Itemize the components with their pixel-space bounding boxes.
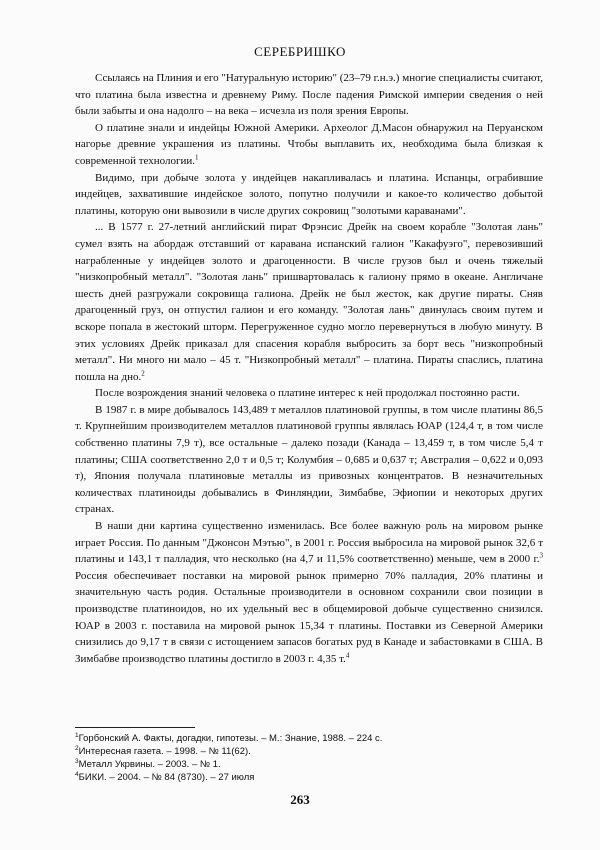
running-head: СЕРЕБРИШКО	[254, 44, 346, 59]
footnote-reference: 2	[141, 369, 145, 378]
paragraph: ... В 1577 г. 27-летний английский пират Фрэнсис Дрейк на своем корабле "Золотая лань" сумел взять на абордаж отставший от каравана испанский галион "Какафуэго", перевозивший награбленные у индейцев золото и драгоценности. В числе грузов был и очень тяжелый "низкопробный металл". "Золотая лань" пришвартовалась к галиону прямо в океане. Англичане шесть дней разгружали сокровища галиона. Дрейк не был жесток, как другие пираты. Сняв драгоценный груз, он отпустил галион и его команду. "Золотая лань" двинулась своим путем и вскоре попала в жестокий шторм. Перегруженное судно могло перевернуться в любую минуту. В этих условиях Дрейк приказал для спасения корабля выбросить за борт весь "низкопробный металл". Ни много ни мало – 45 т. "Низкопробный металл" – платина. Пираты спаслись, платина пошла на дно.$^2$	[75, 221, 543, 383]
footnote-reference: 3	[539, 551, 543, 560]
paragraph: Видимо, при добыче золота у индейцев накапливалась и платина. Испанцы, ограбившие индейцев, захватившие индейское золото, попутно получили и какое-то количество добытой платины, которую они вывозили в числе других сокровищ "золотыми караванами".	[75, 171, 543, 217]
footnote-reference: 1	[195, 153, 199, 162]
paragraph: Ссылаясь на Плиния и его "Натуральную историю" (23–79 г.н.э.) многие специалисты считают, что платина была известна и древнему Риму. После падения Римской империи сведения о ней были забыты и она надолго – на века – исчезла из поля зрения Европы.	[75, 72, 543, 118]
footnotes	[75, 732, 545, 784]
paragraph: О платине знали и индейцы Южной Америки. Археолог Д.Масон обнаружил на Перуанском нагорье древние украшения из платины. Чтобы выплавить их, необходима была близкая к современной технологии.$^1$	[75, 121, 543, 167]
footnote: $^1$Горбонский А. Факты, догадки, гипотезы. – М.: Знание, 1988. – 224 с.	[75, 731, 383, 744]
footnote-reference: 4	[345, 651, 350, 660]
footnote: $^3$Металл Укрвины. – 2003. – № 1.	[75, 757, 221, 770]
paragraph: В 1987 г. в мире добывалось 143,489 т металлов платиновой группы, в том числе платины 86,5 т. Крупнейшим производителем металлов платиновой группы являлась ЮАР (124,4 т, в том числе собственно платины 7,9 т), все остальные – далеко позади (Канада – 13,459 т, в том числе 5,4 т платины; США соответственно 2,0 т и 0,5 т; Колумбия – 0,685 и 0,637 т; Австралия – 0,622 и 0,093 т), Япония получала платиновые металлы из привозных концентратов. В незначительных количествах платиноиды добывались в Финляндии, Зимбабве, Эфиопии и некоторых других странах.	[75, 403, 543, 516]
body-text	[75, 70, 543, 667]
footnote-divider	[75, 727, 195, 728]
footnote: $^4$БИКИ. – 2004. – № 84 (8730). – 27 июля	[75, 770, 255, 783]
page-number: 263	[290, 792, 310, 807]
paragraph: После возрождения знаний человека о платине интерес к ней продолжал постоянно расти.	[95, 387, 520, 400]
paragraph: В наши дни картина существенно изменилась. Все более важную роль на мировом рынке играет Россия. По данным "Джонсон Мэтью", в 2001 г. Россия выбросила на мировой рынок 32,6 т платины и 143,1 т палладия, что несколько (на 4,7 и 11,5% соответственно) меньше, чем в 2000 г.$^3$ Россия обеспечивает поставки на мировой рынок примерно 70% палладия, 20% платины и значительную часть родия. Остальные производители в основном сохранили свои позиции в производстве платиноидов, но их удельный вес в общемировой добыче существенно снизился. ЮАР в 2003 г. поставила на мировой рынок 15,34 т платины. Поставки из Северной Америки снизились до 9,17 т в связи с истощением запасов богатых руд в Канаде и забастовками в США. В Зимбабве производство платины достигло в 2003 г. 4,35 т.$^4$	[75, 520, 543, 665]
footnote: $^2$Интересная газета. – 1998. – № 11(62).	[75, 744, 251, 757]
